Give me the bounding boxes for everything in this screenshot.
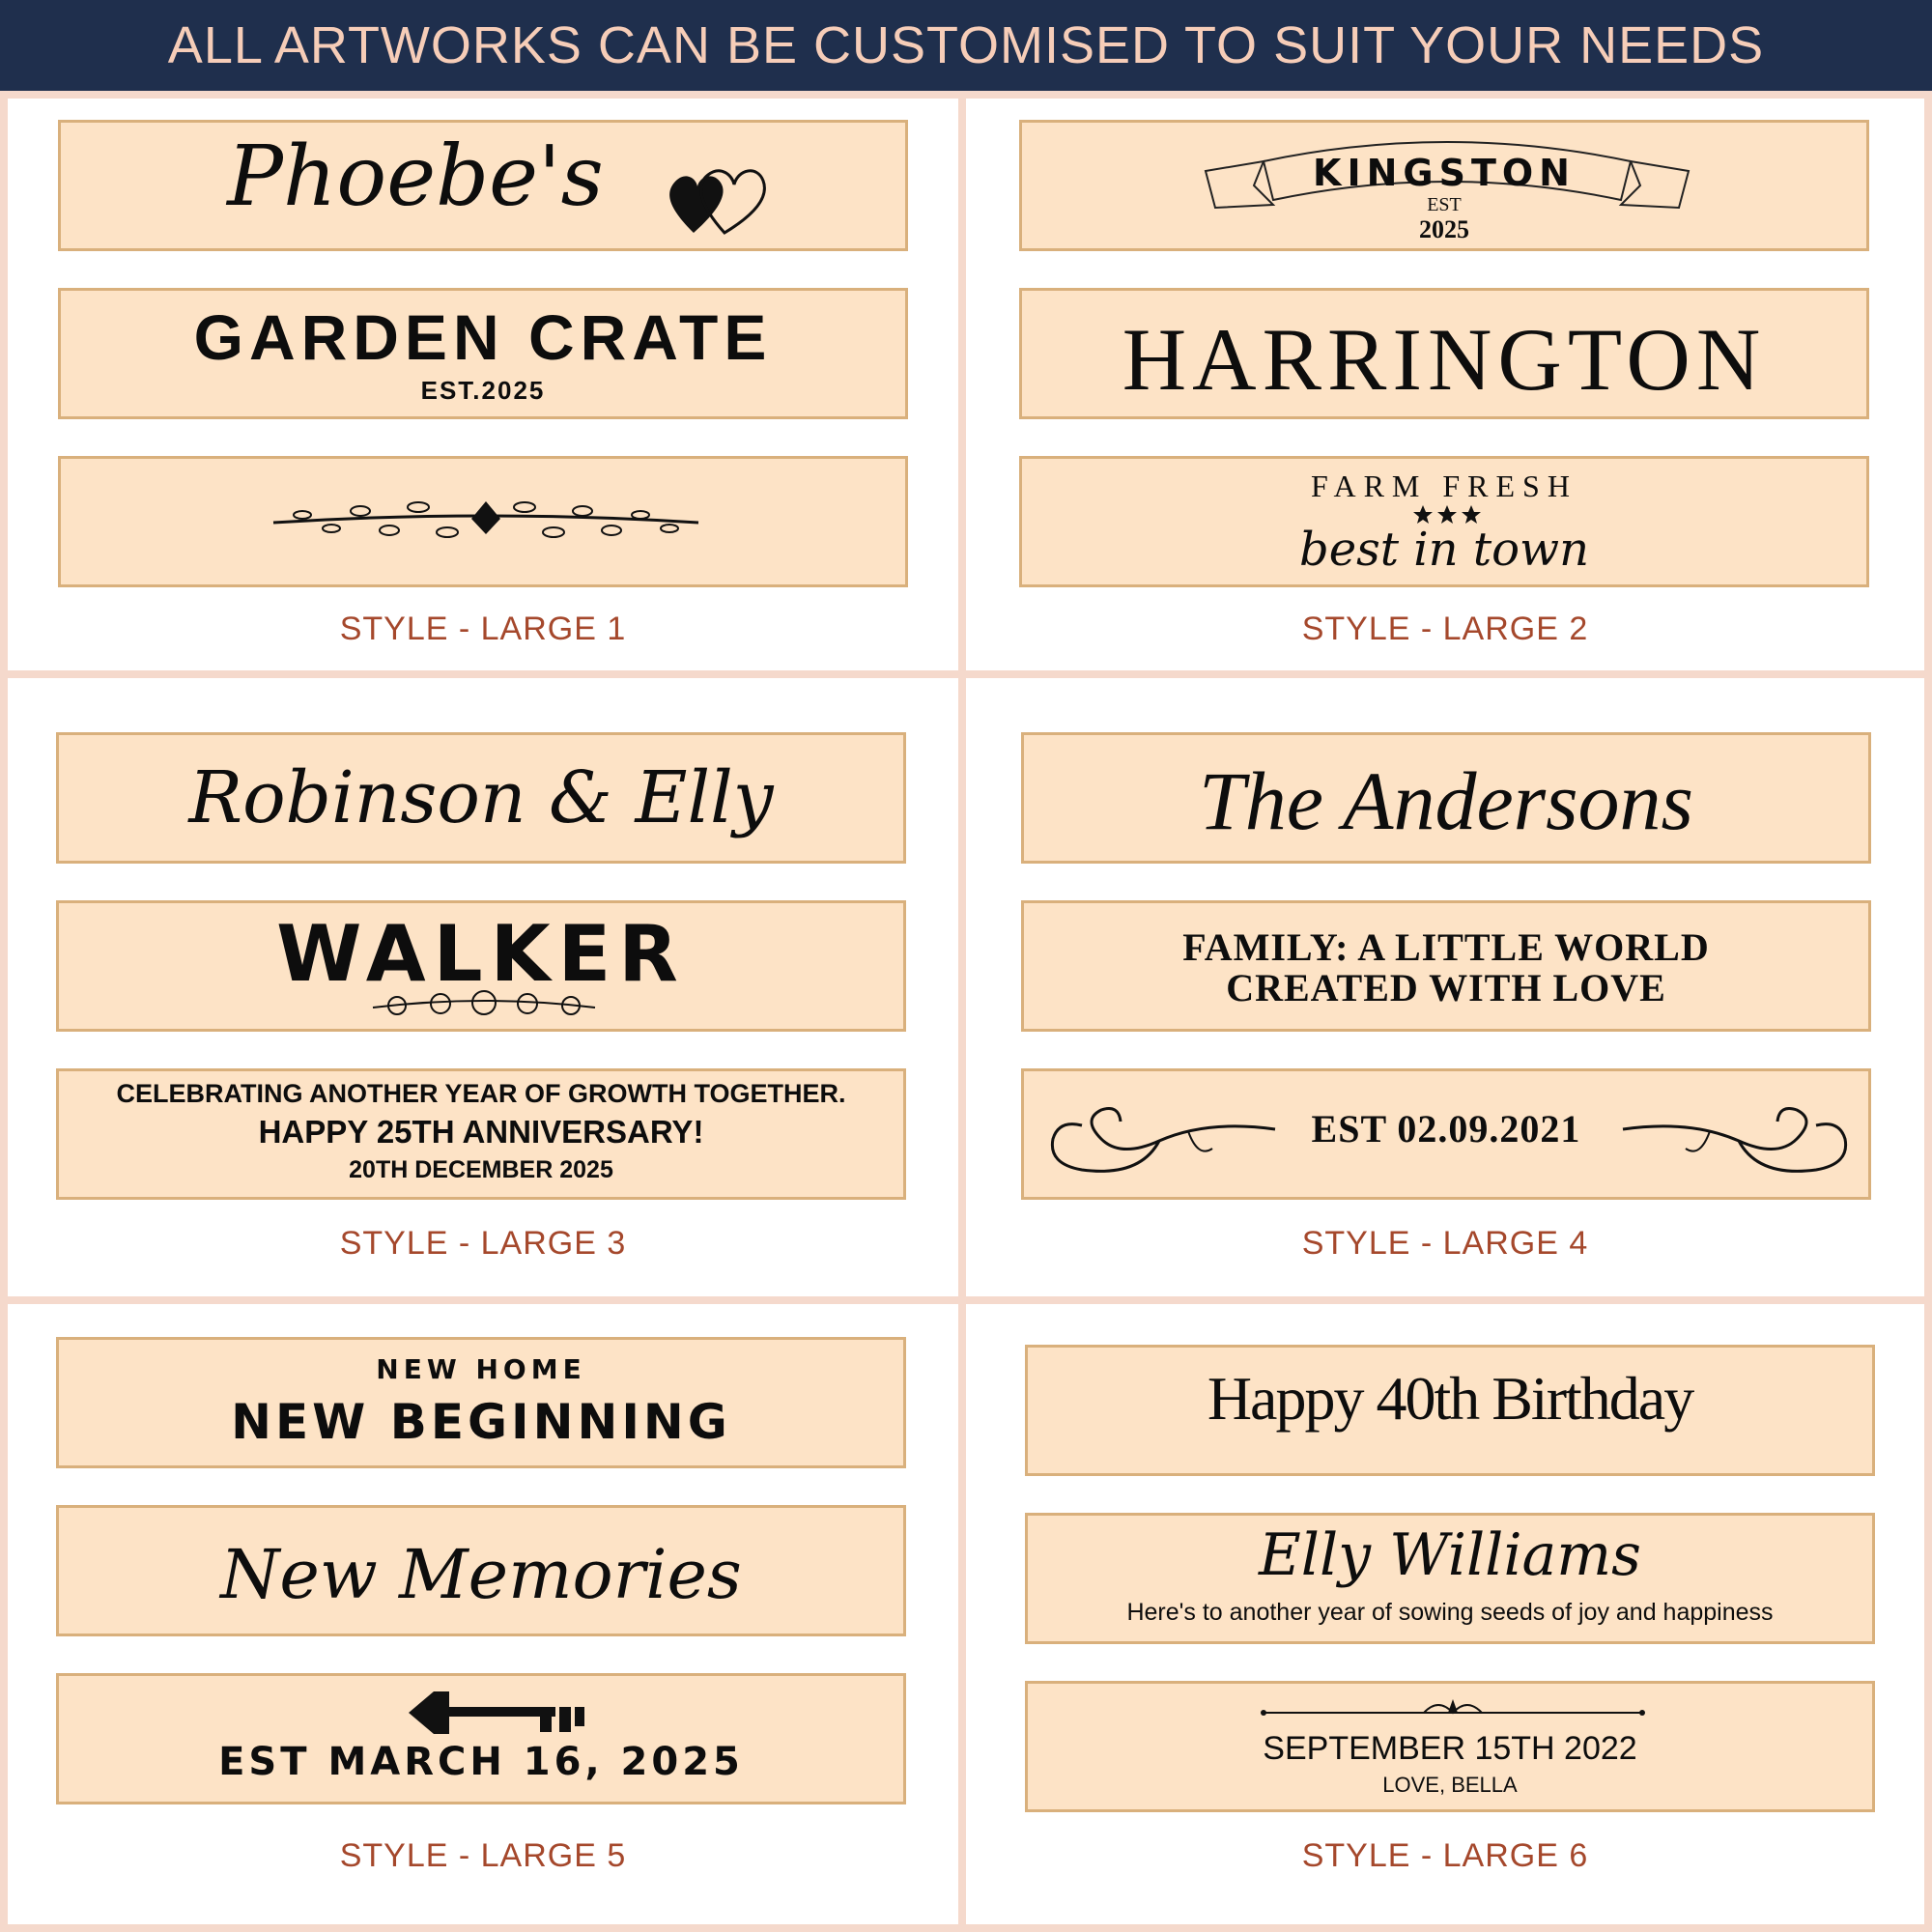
board-gap: [1019, 419, 1869, 456]
style-caption: STYLE - LARGE 4: [1301, 1225, 1589, 1262]
floral-divider-icon: [363, 984, 605, 1027]
board-bottom: [1019, 456, 1869, 587]
crate-sign: [56, 732, 906, 1200]
board-middle: [1019, 288, 1869, 419]
board-bottom: [1021, 1068, 1871, 1200]
board-top: [1025, 1345, 1875, 1476]
script-tagline: best in town: [1298, 523, 1590, 577]
message-line-2: HAPPY 25TH ANNIVERSARY!: [258, 1114, 704, 1150]
board-bottom: [56, 1068, 906, 1200]
crate-sign: [58, 120, 908, 587]
crate-est: EST.2025: [420, 376, 546, 405]
board-gap: [58, 251, 908, 288]
board-middle: [58, 288, 908, 419]
board-gap: [1019, 251, 1869, 288]
crate-sign: [1021, 732, 1871, 1200]
board-top: [56, 1337, 906, 1468]
style-caption: STYLE - LARGE 3: [339, 1225, 627, 1262]
est-date: EST MARCH 16, 2025: [218, 1740, 744, 1784]
board-top: [56, 732, 906, 864]
quote-line-2: CREATED WITH LOVE: [1226, 966, 1666, 1009]
style-panel-large-6: [966, 1304, 1924, 1924]
birthday-title: Happy 40th Birthday: [1207, 1364, 1693, 1433]
birthday-date: SEPTEMBER 15TH 2022: [1263, 1730, 1637, 1767]
board-bottom: [58, 456, 908, 587]
crate-sign: [56, 1337, 906, 1804]
script-names: Robinson & Elly: [188, 756, 774, 839]
quote-line-1: FAMILY: A LITTLE WORLD: [1182, 925, 1710, 969]
crate-title: GARDEN CRATE: [193, 301, 773, 373]
style-panel-large-1: [8, 99, 958, 670]
message-line-3: 20TH DECEMBER 2025: [349, 1156, 613, 1183]
board-gap: [56, 864, 906, 900]
banner-name: KINGSTON: [1313, 152, 1576, 194]
style-caption: STYLE - LARGE 2: [1301, 611, 1589, 647]
board-middle: [1025, 1513, 1875, 1644]
script-name: Elly Williams: [1259, 1521, 1641, 1589]
message-line: Here's to another year of sowing seeds of joy and happiness: [1126, 1599, 1774, 1626]
style-caption: STYLE - LARGE 5: [339, 1837, 627, 1874]
crate-title: NEW BEGINNING: [231, 1394, 731, 1450]
message-line-1: CELEBRATING ANOTHER YEAR OF GROWTH TOGETHER.: [116, 1079, 846, 1108]
board-bottom: [1025, 1681, 1875, 1812]
board-gap: [56, 1636, 906, 1673]
script-memories: New Memories: [220, 1535, 742, 1614]
crate-sign: [1019, 120, 1869, 587]
crate-title: WALKER: [276, 909, 686, 999]
board-top: [1021, 732, 1871, 864]
arc-text: NEW HOME: [376, 1353, 586, 1385]
est-date: EST 02.09.2021: [1311, 1107, 1581, 1151]
board-gap: [58, 419, 908, 456]
style-panel-large-2: [966, 99, 1924, 670]
board-gap: [56, 1032, 906, 1068]
signature: LOVE, BELLA: [1382, 1773, 1518, 1797]
crate-title: HARRINGTON: [1122, 310, 1767, 409]
board-top: [1019, 120, 1869, 251]
double-heart-icon: [665, 146, 771, 242]
house-key-icon: [405, 1686, 588, 1740]
leafy-branch-icon: [264, 482, 708, 559]
board-gap: [1025, 1644, 1875, 1681]
board-gap: [1021, 864, 1871, 900]
board-gap: [56, 1468, 906, 1505]
style-panel-large-3: [8, 678, 958, 1296]
style-panel-large-4: [966, 678, 1924, 1296]
banner-header: [0, 0, 1932, 91]
script-family: The Andersons: [1198, 754, 1694, 847]
arc-text: FARM FRESH: [1311, 469, 1577, 503]
style-caption: STYLE - LARGE 1: [339, 611, 627, 647]
style-panel-large-5: [8, 1304, 958, 1924]
ornamental-divider-icon: [1260, 1693, 1646, 1722]
script-name: Phoebe's: [227, 128, 604, 225]
board-gap: [1021, 1032, 1871, 1068]
board-top: [58, 120, 908, 251]
crate-sign: [1025, 1345, 1875, 1812]
board-middle: [1021, 900, 1871, 1032]
board-middle: [56, 1505, 906, 1636]
board-gap: [1025, 1476, 1875, 1513]
board-middle: [56, 900, 906, 1032]
board-bottom: [56, 1673, 906, 1804]
banner-year: 2025: [1419, 215, 1469, 243]
banner-est: EST: [1427, 194, 1462, 215]
style-caption: STYLE - LARGE 6: [1301, 1837, 1589, 1874]
header-title: ALL ARTWORKS CAN BE CUSTOMISED TO SUIT YOUR NEEDS: [167, 16, 1765, 74]
